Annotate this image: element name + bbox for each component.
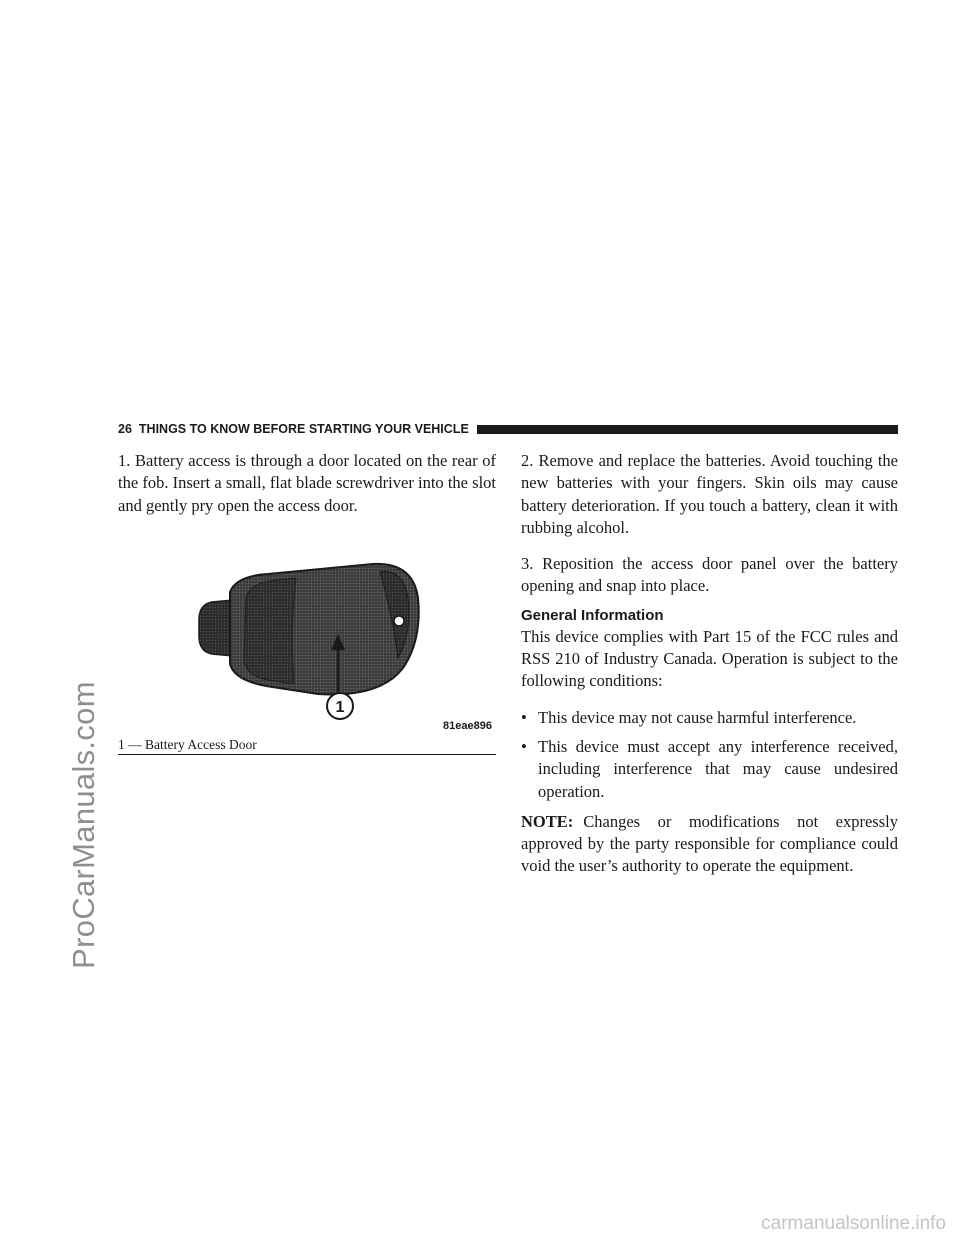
- left-column: [118, 450, 496, 531]
- key-fob-figure: [118, 540, 496, 754]
- note-text: Changes or modifications not expressly approved by the party responsible for compliance could void the user’s authority to operate the equipment.: [521, 811, 898, 876]
- conditions-list: [521, 707, 898, 803]
- key-fob-illustration: [118, 540, 496, 740]
- fob-panel-left: [244, 578, 296, 684]
- header-rule: [477, 425, 898, 434]
- note-label: NOTE:: [521, 811, 574, 831]
- image-code: 81eae896: [443, 720, 492, 732]
- note-paragraph: [521, 811, 898, 878]
- figure-caption: 1 — Battery Access Door: [118, 737, 496, 755]
- page-number: 26: [118, 422, 132, 436]
- section-title: THINGS TO KNOW BEFORE STARTING YOUR VEHICLE: [138, 422, 469, 436]
- list-item: • This device must accept any interference received, including interference that may cause undesired operation.: [521, 736, 898, 801]
- fob-blade-stub: [199, 600, 234, 656]
- keyring-hole: [394, 616, 404, 626]
- right-column: [521, 450, 898, 892]
- watermark-carmanualsonline: carmanualsonline.info: [761, 1213, 946, 1234]
- step-3-paragraph: 3. Reposition the access door panel over the battery opening and snap into place.: [521, 554, 898, 596]
- general-information-paragraph: This device complies with Part 15 of the FCC rules and RSS 210 of Industry Canada. Operation is subject to the following conditions:: [521, 626, 898, 691]
- step-2-paragraph: 2. Remove and replace the batteries. Avoid touching the new batteries with your fingers. Skin oils may cause battery deterioration. If you touch a battery, clean it with rubbing alcohol.: [521, 451, 898, 537]
- list-item: • This device may not cause harmful interference.: [521, 707, 857, 727]
- callout-number: 1: [335, 699, 345, 716]
- general-information-heading: General Information: [521, 606, 664, 624]
- watermark-procarmanuals: ProCarManuals.com: [66, 681, 101, 969]
- page-header: [118, 420, 898, 438]
- step-1-paragraph: 1. Battery access is through a door located on the rear of the fob. Insert a small, flat blade screwdriver into the slot and gently pry open the access door.: [118, 451, 496, 515]
